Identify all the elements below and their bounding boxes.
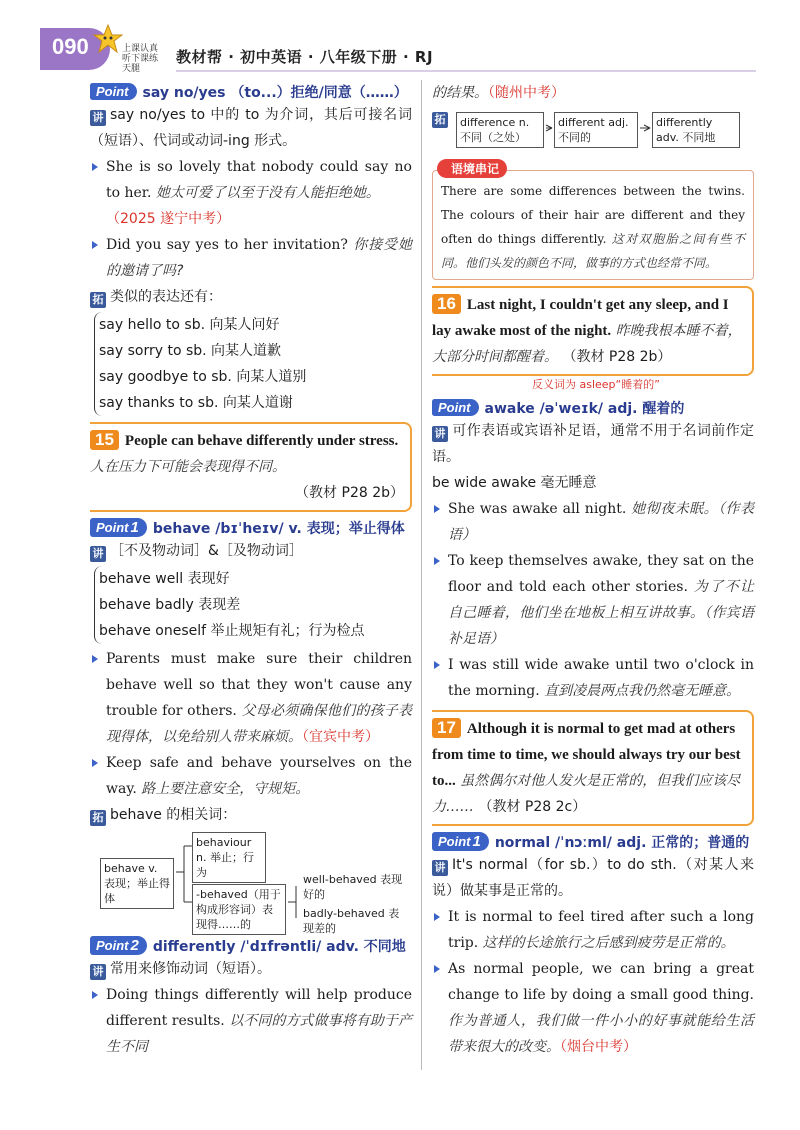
list-item: behave badly 表现差 [99,597,241,613]
sentence-source: （教材 P28 2c） [478,799,587,815]
example-sentence [432,548,754,652]
point-tag [432,832,489,851]
phrase-list [94,312,412,416]
right-column [432,80,754,1060]
sentence-cn: 人在压力下可能会表现得不同。 [90,459,286,475]
example-cn: 她彻夜未眠。（作表语） [448,501,755,543]
example-cn: 这样的长途旅行之后感到疲劳是正常的。 [482,935,735,951]
context-box [432,162,754,280]
list-item: say sorry to sb. 向某人道歉 [99,343,282,359]
left-column [90,80,412,1060]
extension [90,284,412,310]
word-family-diagram [90,828,412,934]
point-title: differently /ˈdɪfrəntli/ adv. 不同地 [152,939,406,955]
continued-cn: 的结果。 [432,85,488,101]
sentence-cn: 虽然偶尔对他人发火是正常的，但我们应该尽力…… [432,773,741,815]
point-tag-number: 2 [130,937,139,954]
sentence-source: （教材 P28 2b） [295,485,404,501]
point-title: awake /əˈweɪk/ adj. 醒着的 [484,401,685,417]
list-item: say hello to sb. 向某人问好 [99,317,280,333]
example-source: （宜宾中考） [302,729,379,745]
example-cn: 你接受她的邀请了吗? [106,237,413,279]
example-en: It is normal to feel tired after such a long trip. [448,909,754,951]
context-tag: 语境串记 [437,159,507,178]
example-sentence [432,904,754,956]
point-say-no-yes-heading [90,82,412,102]
example-en: She was awake all night. [448,501,627,517]
extension [90,802,412,828]
sentence-source: （教材 P28 2b） [562,349,672,365]
diagram-node: differently adv. 不同地 [652,112,740,148]
example-en: She is so lovely that nobody could say no to her. [106,159,412,201]
example-cn: 路上要注意安全，守规矩。 [141,781,310,797]
example-sentence [90,750,412,802]
example-sentence [90,982,412,1060]
diagram-leaf: badly-behaved 表现差的 [300,904,410,938]
context-en: There are some differences between the twins. The colours of their hair are different and they often do things differently. [441,184,745,246]
diagram-root: behave v. 表现；举止得体 [100,858,174,909]
point-tag: Point [432,399,479,416]
explanation-text: It's normal（for sb.）to do sth.（对某人来说）做某事是正常的。 [432,857,754,899]
diagram-node: behaviour n. 举止；行为 [192,832,266,883]
word-family-diagram [432,106,754,160]
key-sentence-17 [432,710,754,826]
jiang-icon: 讲 [90,110,106,126]
context-cn: 这对双胞胎之间有些不同。他们头发的颜色不同，做事的方式也经常不同。 [441,232,745,270]
slogan: 上课认真听下课练天腿 [122,44,159,74]
example-en: Keep safe and behave yourselves on the way. [106,755,412,797]
diagram-connectors [90,828,412,934]
explanation [90,538,412,564]
example-sentence [90,154,412,232]
list-item: behave oneself 举止规矩有礼；行为检点 [99,623,365,639]
continued-text [432,80,754,106]
sentence-en: Although it is normal to get mad at others from time to time, we should always try our best to... [432,721,741,789]
jiang-icon: 讲 [432,860,448,876]
example-cn: 以不同的方式做事将有助于产生不同 [106,1013,412,1055]
explanation [90,956,412,982]
list-item: behave well 表现好 [99,571,230,587]
point-normal-heading [432,832,754,852]
jiang-icon: 讲 [90,546,106,562]
antonym-note: 反义词为 asleep“睡着的” [532,378,660,391]
point-differently-heading [90,936,412,956]
key-sentence-15 [90,422,412,512]
example-sentence [432,652,754,704]
page-number: 090 [52,34,89,59]
sentence-number: 17 [432,718,461,738]
header-rule [176,70,756,72]
tuo-icon: 拓 [432,112,448,128]
example-en: As normal people, we can bring a great change to life by doing a small good thing. [448,961,754,1003]
phrase: be wide awake 毫无睡意 [432,475,597,491]
phrase-list [94,566,412,644]
point-tag-number: 1 [472,833,481,850]
point-behave-heading [90,518,412,538]
explanation-text: 常用来修饰动词（短语）。 [110,961,271,977]
example-source: （烟台中考） [560,1039,637,1055]
page-header [0,0,800,78]
diagram-arrows [432,106,754,160]
diagram-node: difference n. 不同（之处） [456,112,544,148]
key-sentence-16 [432,286,754,376]
point-awake-heading [432,398,754,418]
point-title: normal /ˈnɔːml/ adj. 正常的；普通的 [494,835,750,851]
example-cn: 作为普通人，我们做一件小小的好事就能给生活带来很大的改变。 [448,1013,754,1055]
point-tag-label: Point [96,520,129,535]
tuo-icon: 拓 [90,810,106,826]
explanation-text: say no/yes to 中的 to 为介词，其后可接名词（短语）、代词或动词-ing 形式。 [90,107,412,149]
point-tag [90,518,147,537]
example-cn: 为了不让自己睡着，他们坐在地板上相互讲故事。（作宾语补足语） [448,579,755,647]
sentence-en: Last night, I couldn't get any sleep, and I lay awake most of the night. [432,297,729,339]
list-item: say thanks to sb. 向某人道谢 [99,395,293,411]
example-cn: 父母必须确保他们的孩子表现得体，以免给别人带来麻烦。 [106,703,413,745]
extension-text: behave 的相关词： [110,807,237,823]
sentence-en: People can behave differently under stress. [124,433,399,449]
sentence-number: 15 [90,430,119,450]
jiang-icon: 讲 [90,964,106,980]
diagram-node: different adj. 不同的 [554,112,638,148]
point-tag-number: 1 [130,519,139,536]
diagram-node: -behaved（用于构成形容词）表现得……的 [192,884,286,935]
example-sentence [90,646,412,750]
point-tag [90,936,147,955]
example-cn: 直到凌晨两点我仍然毫无睡意。 [544,683,741,699]
example-en: To keep themselves awake, they sat on the floor and told each other stories. [448,553,754,595]
example-en: Doing things differently will help produce different results. [106,987,412,1029]
annotation-row [432,378,754,396]
example-en: I was still wide awake until two o'clock in the morning. [448,657,754,699]
explanation [432,852,754,904]
list-item: say goodbye to sb. 向某人道别 [99,369,307,385]
point-tag-label: Point [438,834,471,849]
explanation [90,102,412,154]
book-title: 教材帮 · 初中英语 · 八年级下册 · RJ [176,48,434,66]
point-title: say no/yes （to...）拒绝/同意（……） [142,85,408,101]
example-sentence [90,232,412,284]
example-sentence [432,956,754,1060]
example-en: Did you say yes to her invitation? [106,237,348,253]
point-tag-label: Point [96,938,129,953]
explanation [432,418,754,470]
diagram-leaf: well-behaved 表现好的 [300,870,410,905]
point-title: behave /bɪˈheɪv/ v. 表现；举止得体 [152,521,405,537]
example-sentence [432,496,754,548]
sentence-cn: 昨晚我根本睡不着，大部分时间都醒着。 [432,323,742,365]
sentence-number: 16 [432,294,461,314]
example-en: Parents must make sure their children behave well so that they won't cause any trouble for others. [106,651,412,719]
tuo-icon: 拓 [90,292,106,308]
explanation-text: ［不及物动词］&［及物动词］ [110,543,303,559]
example-cn: 她太可爱了以至于没有人能拒绝她。 [155,185,380,201]
column-divider [421,80,422,1070]
jiang-icon: 讲 [432,426,448,442]
extension-text: 类似的表达还有： [110,289,222,305]
explanation-text: 可作表语或宾语补足语，通常不用于名词前作定语。 [432,423,754,465]
example-source: （2025 遂宁中考） [106,211,231,227]
point-tag: Point [90,83,137,100]
example-source: （随州中考） [488,85,565,101]
star-mascot-icon [93,24,123,54]
